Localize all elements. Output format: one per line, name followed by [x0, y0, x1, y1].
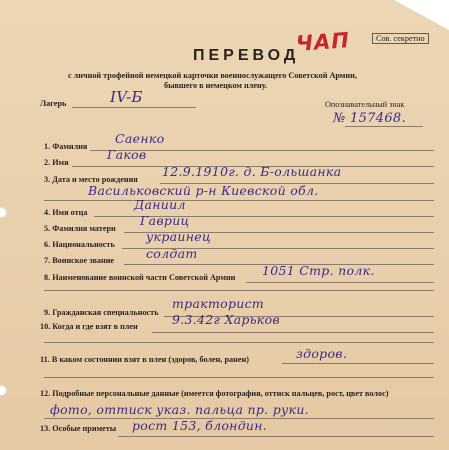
field-value: 12.9.1910г. д. Б-ольшанка [162, 164, 342, 179]
field-label: 4. Имя отца [44, 208, 88, 217]
field-value: 1051 Стр. полк. [262, 263, 375, 278]
field-line [246, 282, 434, 283]
field-label: 10. Когда и где взят в плен [40, 322, 138, 331]
torn-corner [394, 0, 449, 30]
field-value: Даниил [134, 197, 186, 212]
field-value: здоров. [296, 346, 348, 361]
field-label: 3. Дата и место рождения [44, 175, 138, 184]
red-handwritten-mark: ЧАП [295, 28, 351, 56]
field-label: 6. Национальность [44, 240, 115, 249]
field-value: рост 153, блондин. [132, 418, 268, 433]
secrecy-stamp: Сов. секретно [372, 33, 429, 44]
field-label: 5. Фамилия матери [44, 224, 116, 233]
field-label: 9. Гражданская специальность [44, 308, 159, 317]
field-label: 11. В каком состоянии взят в плен (здоров, болен, ранен) [40, 355, 249, 364]
field-label: 7. Воинское звание [44, 256, 115, 265]
subtitle-line-2: бывшего в немецком плену. [164, 81, 268, 90]
field-value: Гавриц [140, 213, 190, 228]
field-value: тракторист [172, 296, 265, 311]
field-line [44, 290, 434, 291]
field-line [44, 377, 434, 378]
field-value: фото, оттиск указ. пальца пр. руки. [50, 402, 309, 417]
field-line [282, 363, 434, 364]
id-mark-value: № 157468. [333, 111, 406, 126]
field-value: Саенко [115, 131, 165, 146]
binder-hole [0, 385, 7, 396]
camp-label: Лагерь [40, 99, 67, 108]
field-label: 1. Фамилия [44, 142, 88, 151]
field-value: 9.3.42г Харьков [172, 312, 280, 327]
field-label: 13. Особые приметы [40, 424, 117, 433]
camp-value: IV-Б [110, 88, 143, 106]
field-line [152, 332, 434, 333]
field-value: Гаков [107, 147, 147, 162]
field-label: 2. Имя [44, 158, 69, 167]
subtitle-line-1: с личной трофейной немецкой карточки военнослужащего Советской Армии, [68, 71, 357, 80]
field-label: 8. Наименование воинской части Советской Армии [44, 273, 236, 282]
field-value: украинец [146, 229, 211, 244]
camp-underline [72, 107, 196, 108]
field-line [44, 342, 434, 343]
field-label: 12. Подробные персональные данные (имеется фотография, оттиск пальцев, рост, цвет волос) [40, 389, 389, 398]
id-mark-label: Опознавательный знак [325, 100, 405, 109]
document-title: ПЕРЕВОД [193, 47, 300, 64]
id-mark-underline [345, 126, 423, 127]
field-line [118, 436, 434, 437]
field-line [44, 200, 434, 201]
field-value-continued: Васильковский р-н Киевской обл. [88, 183, 319, 198]
binder-hole [0, 207, 7, 218]
field-value: солдат [146, 246, 198, 261]
